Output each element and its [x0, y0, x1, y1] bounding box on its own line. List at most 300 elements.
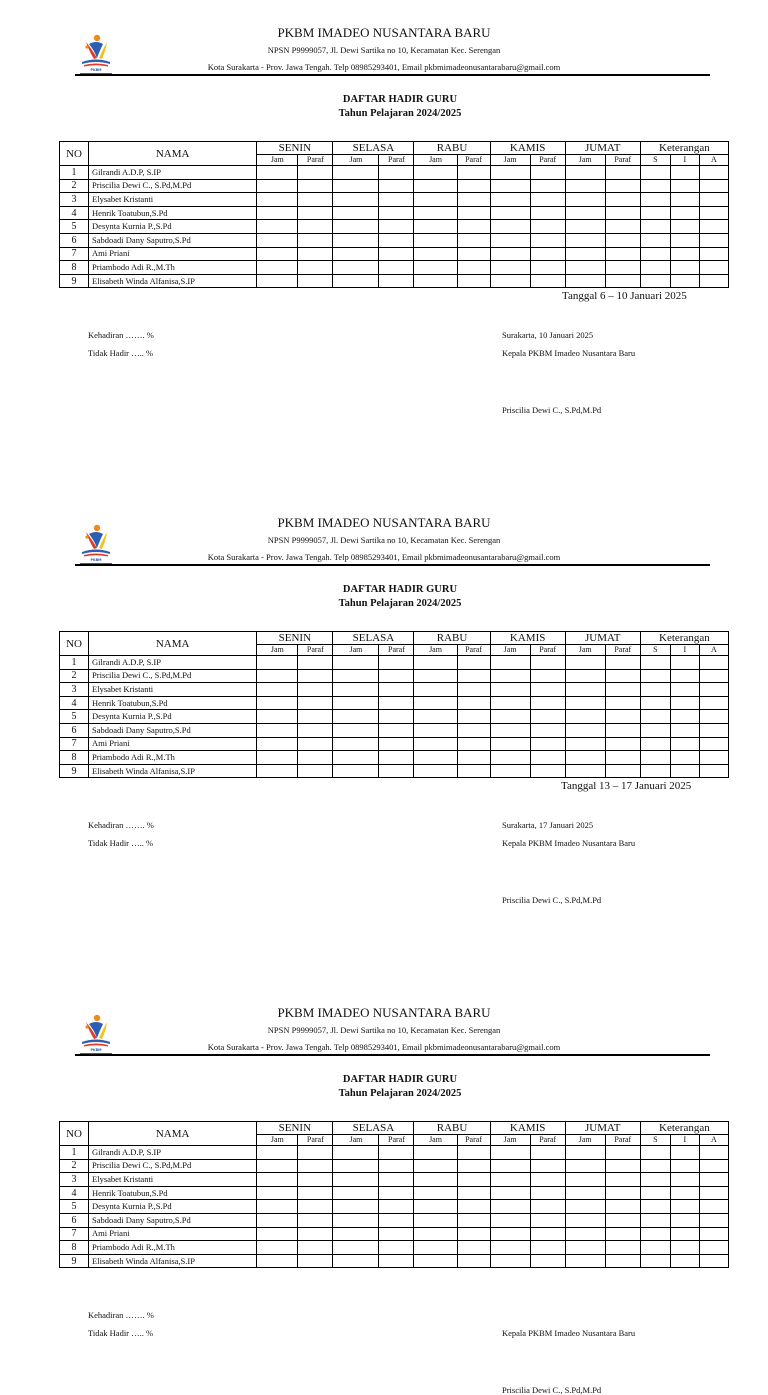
attendance-cell	[640, 247, 670, 261]
attendance-cell	[457, 1146, 490, 1160]
attendance-cell	[530, 1227, 565, 1241]
attendance-cell	[565, 710, 605, 724]
attendance-cell	[640, 1254, 670, 1268]
attendance-cell	[640, 1173, 670, 1187]
attendance-cell	[298, 656, 333, 670]
attendance-cell	[257, 656, 298, 670]
attendance-cell	[605, 220, 640, 234]
attendance-cell	[605, 669, 640, 683]
attendance-cell	[670, 1200, 699, 1214]
attendance-cell	[699, 751, 728, 765]
table-row	[60, 1213, 729, 1227]
attendance-cell	[490, 193, 530, 207]
row-number: 3	[60, 193, 89, 207]
attendance-cell	[298, 247, 333, 261]
table-row	[60, 1186, 729, 1200]
sub-header-time: Jam	[565, 155, 605, 166]
attendance-cell	[605, 764, 640, 778]
attendance-cell	[640, 1227, 670, 1241]
attendance-cell	[333, 1227, 379, 1241]
attendance-cell	[605, 683, 640, 697]
attendance-cell	[379, 261, 414, 275]
attendance-cell	[333, 683, 379, 697]
document-title: DAFTAR HADIR GURU	[342, 1074, 458, 1085]
attendance-cell	[565, 669, 605, 683]
attendance-cell	[605, 166, 640, 180]
attendance-cell	[457, 274, 490, 288]
sub-header-sign: Paraf	[605, 155, 640, 166]
sub-header-time: Jam	[414, 1135, 457, 1146]
table-row	[60, 1254, 729, 1268]
attendance-cell	[490, 247, 530, 261]
attendance-cell	[699, 669, 728, 683]
attendance-cell	[414, 179, 457, 193]
school-npsn-address: NPSN P9999057, Jl. Dewi Sartika no 10, Kecamatan Kec. Serengan	[267, 1025, 501, 1035]
teacher-name: Sabdoadi Dany Saputro,S.Pd	[89, 1213, 257, 1227]
attendance-cell	[670, 696, 699, 710]
document-title: DAFTAR HADIR GURU	[342, 94, 458, 105]
attendance-cell	[699, 737, 728, 751]
attendance-cell	[670, 1186, 699, 1200]
col-header-day: JUMAT	[565, 1122, 640, 1135]
row-number: 2	[60, 179, 89, 193]
col-header-day: SENIN	[257, 142, 333, 155]
attendance-cell	[257, 669, 298, 683]
attendance-cell	[333, 247, 379, 261]
sub-header-note: I	[670, 1135, 699, 1146]
attendance-cell	[414, 1241, 457, 1255]
attendance-cell	[605, 274, 640, 288]
svg-text:PKBM: PKBM	[90, 1048, 102, 1052]
attendance-cell	[699, 710, 728, 724]
attendance-cell	[379, 193, 414, 207]
col-header-no: NO	[60, 632, 89, 656]
attendance-cell	[670, 723, 699, 737]
place-date: Surakarta, 10 Januari 2025	[502, 330, 594, 340]
attendance-cell	[605, 710, 640, 724]
attendance-cell	[605, 179, 640, 193]
attendance-cell	[414, 193, 457, 207]
attendance-cell	[257, 1213, 298, 1227]
attendance-cell	[699, 683, 728, 697]
attendance-cell	[605, 247, 640, 261]
attendance-cell	[565, 206, 605, 220]
attendance-cell	[490, 233, 530, 247]
attendance-cell	[530, 1186, 565, 1200]
attendance-cell	[379, 1213, 414, 1227]
attendance-cell	[257, 166, 298, 180]
teacher-name: Priscilia Dewi C., S.Pd,M.Pd	[89, 1159, 257, 1173]
attendance-cell	[257, 710, 298, 724]
attendance-cell	[605, 193, 640, 207]
document-year: Tahun Pelajaran 2024/2025	[338, 108, 462, 119]
attendance-cell	[333, 737, 379, 751]
attendance-cell	[640, 1159, 670, 1173]
row-number: 2	[60, 669, 89, 683]
attendance-cell	[298, 193, 333, 207]
attendance-cell	[670, 683, 699, 697]
attendance-cell	[414, 1146, 457, 1160]
attendance-cell	[670, 220, 699, 234]
attendance-cell	[257, 179, 298, 193]
attendance-cell	[640, 1213, 670, 1227]
attendance-cell	[605, 1200, 640, 1214]
attendance-cell	[379, 683, 414, 697]
attendance-cell	[490, 737, 530, 751]
attendance-cell	[257, 220, 298, 234]
attendance-cell	[379, 1241, 414, 1255]
attendance-cell	[490, 1200, 530, 1214]
attendance-cell	[257, 206, 298, 220]
row-number: 7	[60, 1227, 89, 1241]
attendance-cell	[565, 751, 605, 765]
sub-header-time: Jam	[257, 1135, 298, 1146]
attendance-cell	[457, 669, 490, 683]
attendance-cell	[699, 1186, 728, 1200]
attendance-cell	[379, 233, 414, 247]
attendance-cell	[490, 710, 530, 724]
attendance-cell	[257, 274, 298, 288]
attendance-cell	[699, 206, 728, 220]
attendance-cell	[605, 1213, 640, 1227]
table-row	[60, 206, 729, 220]
attendance-cell	[565, 1254, 605, 1268]
school-contact: Kota Surakarta - Prov. Jawa Tengah. Telp 08985293401, Email pkbmimadeonusantarabaru@gmail.com	[207, 62, 561, 72]
attendance-cell	[490, 751, 530, 765]
attendance-cell	[640, 193, 670, 207]
attendance-cell	[298, 751, 333, 765]
attendance-cell	[605, 1159, 640, 1173]
attendance-cell	[640, 179, 670, 193]
attendance-cell	[379, 1146, 414, 1160]
table-row	[60, 247, 729, 261]
sub-header-note: I	[670, 155, 699, 166]
attendance-cell	[670, 193, 699, 207]
document-year: Tahun Pelajaran 2024/2025	[338, 1088, 462, 1099]
sub-header-sign: Paraf	[457, 645, 490, 656]
attendance-cell	[565, 233, 605, 247]
sub-header-note: S	[640, 645, 670, 656]
attendance-cell	[490, 669, 530, 683]
attendance-cell	[257, 1254, 298, 1268]
attendance-cell	[490, 1146, 530, 1160]
attendance-cell	[670, 247, 699, 261]
attendance-cell	[670, 669, 699, 683]
attendance-cell	[298, 220, 333, 234]
sub-header-note: A	[699, 155, 728, 166]
table-row	[60, 1200, 729, 1214]
attendance-cell	[457, 1200, 490, 1214]
attendance-cell	[670, 751, 699, 765]
attendance-cell	[379, 764, 414, 778]
attendance-cell	[670, 233, 699, 247]
teacher-name: Priambodo Adi R.,M.Th	[89, 751, 257, 765]
attendance-cell	[640, 656, 670, 670]
row-number: 6	[60, 1213, 89, 1227]
attendance-cell	[457, 723, 490, 737]
school-name: PKBM IMADEO NUSANTARA BARU	[277, 515, 491, 530]
col-header-name: NAMA	[89, 1122, 257, 1146]
table-row	[60, 656, 729, 670]
attendance-cell	[565, 696, 605, 710]
attendance-cell	[333, 193, 379, 207]
attendance-cell	[565, 723, 605, 737]
row-number: 3	[60, 1173, 89, 1187]
sub-header-time: Jam	[414, 645, 457, 656]
sub-header-sign: Paraf	[379, 1135, 414, 1146]
attendance-cell	[565, 1200, 605, 1214]
attendance-table	[59, 631, 729, 778]
teacher-name: Ami Priani	[89, 247, 257, 261]
sub-header-note: I	[670, 645, 699, 656]
attendance-cell	[298, 1227, 333, 1241]
teacher-name: Priscilia Dewi C., S.Pd,M.Pd	[89, 669, 257, 683]
attendance-cell	[257, 1186, 298, 1200]
attendance-cell	[457, 696, 490, 710]
row-number: 4	[60, 696, 89, 710]
attendance-cell	[257, 723, 298, 737]
attendance-cell	[457, 193, 490, 207]
attendance-cell	[530, 1173, 565, 1187]
row-number: 5	[60, 1200, 89, 1214]
row-number: 8	[60, 1241, 89, 1255]
attendance-cell	[414, 166, 457, 180]
attendance-cell	[670, 1146, 699, 1160]
col-header-notes: Keterangan	[640, 1122, 728, 1135]
attendance-cell	[699, 261, 728, 275]
attendance-cell	[379, 166, 414, 180]
attendance-cell	[333, 764, 379, 778]
row-number: 5	[60, 220, 89, 234]
attendance-cell	[490, 1213, 530, 1227]
attendance-cell	[379, 710, 414, 724]
absent-percentage: Tidak Hadir ….. %	[88, 1328, 154, 1338]
attendance-cell	[530, 737, 565, 751]
attendance-cell	[257, 737, 298, 751]
attendance-cell	[605, 1254, 640, 1268]
signer-role: Kepala PKBM Imadeo Nusantara Baru	[502, 1328, 636, 1338]
attendance-cell	[333, 1173, 379, 1187]
attendance-cell	[670, 1241, 699, 1255]
attendance-cell	[699, 1227, 728, 1241]
attendance-cell	[457, 710, 490, 724]
attendance-cell	[565, 166, 605, 180]
present-percentage: Kehadiran ……. %	[88, 1310, 154, 1320]
attendance-cell	[699, 696, 728, 710]
sub-header-sign: Paraf	[298, 1135, 333, 1146]
attendance-cell	[414, 247, 457, 261]
sub-header-note: S	[640, 1135, 670, 1146]
sub-header-sign: Paraf	[530, 645, 565, 656]
present-percentage: Kehadiran ……. %	[88, 330, 154, 340]
attendance-cell	[379, 723, 414, 737]
attendance-cell	[298, 166, 333, 180]
col-header-no: NO	[60, 142, 89, 166]
attendance-cell	[670, 656, 699, 670]
attendance-cell	[457, 656, 490, 670]
row-number: 5	[60, 710, 89, 724]
attendance-cell	[333, 656, 379, 670]
attendance-cell	[530, 166, 565, 180]
attendance-cell	[490, 1241, 530, 1255]
attendance-cell	[257, 751, 298, 765]
attendance-cell	[699, 1241, 728, 1255]
teacher-name: Gilrandi A.D.P, S.IP	[89, 1146, 257, 1160]
sub-header-time: Jam	[490, 645, 530, 656]
table-row	[60, 696, 729, 710]
attendance-cell	[379, 669, 414, 683]
attendance-cell	[490, 683, 530, 697]
attendance-cell	[490, 764, 530, 778]
attendance-cell	[670, 737, 699, 751]
attendance-cell	[670, 206, 699, 220]
table-row	[60, 166, 729, 180]
attendance-cell	[530, 710, 565, 724]
table-row	[60, 764, 729, 778]
attendance-cell	[530, 683, 565, 697]
attendance-cell	[670, 710, 699, 724]
attendance-cell	[670, 179, 699, 193]
attendance-cell	[379, 1173, 414, 1187]
attendance-cell	[670, 166, 699, 180]
attendance-cell	[670, 764, 699, 778]
attendance-cell	[640, 261, 670, 275]
col-header-day: KAMIS	[490, 632, 565, 645]
table-row	[60, 220, 729, 234]
attendance-cell	[605, 233, 640, 247]
attendance-cell	[457, 261, 490, 275]
col-header-notes: Keterangan	[640, 142, 728, 155]
attendance-cell	[414, 233, 457, 247]
attendance-cell	[699, 656, 728, 670]
attendance-cell	[565, 764, 605, 778]
attendance-cell	[699, 1159, 728, 1173]
row-number: 2	[60, 1159, 89, 1173]
attendance-cell	[298, 274, 333, 288]
signer-name: Priscilia Dewi C., S.Pd,M.Pd	[502, 1385, 602, 1395]
table-row	[60, 1146, 729, 1160]
attendance-cell	[379, 751, 414, 765]
attendance-cell	[605, 737, 640, 751]
attendance-table	[59, 1121, 729, 1268]
table-row	[60, 1241, 729, 1255]
attendance-cell	[333, 274, 379, 288]
teacher-name: Elisabeth Winda Alfanisa,S.IP	[89, 274, 257, 288]
attendance-cell	[457, 233, 490, 247]
attendance-cell	[298, 233, 333, 247]
attendance-cell	[457, 683, 490, 697]
attendance-cell	[490, 206, 530, 220]
attendance-cell	[640, 274, 670, 288]
attendance-cell	[605, 206, 640, 220]
attendance-cell	[298, 206, 333, 220]
row-number: 9	[60, 1254, 89, 1268]
row-number: 3	[60, 683, 89, 697]
teacher-name: Henrik Toatubun,S.Pd	[89, 696, 257, 710]
header-divider	[75, 74, 710, 76]
attendance-cell	[640, 220, 670, 234]
header-divider	[75, 564, 710, 566]
attendance-cell	[414, 274, 457, 288]
attendance-cell	[605, 723, 640, 737]
attendance-cell	[257, 1159, 298, 1173]
teacher-name: Elisabeth Winda Alfanisa,S.IP	[89, 1254, 257, 1268]
row-number: 1	[60, 166, 89, 180]
school-contact: Kota Surakarta - Prov. Jawa Tengah. Telp 08985293401, Email pkbmimadeonusantarabaru@gmail.com	[207, 1042, 561, 1052]
attendance-cell	[333, 1254, 379, 1268]
sub-header-sign: Paraf	[379, 645, 414, 656]
teacher-name: Ami Priani	[89, 737, 257, 751]
attendance-cell	[333, 710, 379, 724]
attendance-cell	[530, 220, 565, 234]
row-number: 9	[60, 274, 89, 288]
row-number: 4	[60, 1186, 89, 1200]
attendance-cell	[457, 1254, 490, 1268]
teacher-name: Elysabet Kristanti	[89, 193, 257, 207]
attendance-cell	[605, 1146, 640, 1160]
table-row	[60, 193, 729, 207]
teacher-name: Elysabet Kristanti	[89, 1173, 257, 1187]
attendance-cell	[699, 764, 728, 778]
attendance-cell	[298, 737, 333, 751]
attendance-cell	[257, 1227, 298, 1241]
attendance-cell	[699, 274, 728, 288]
attendance-cell	[333, 669, 379, 683]
attendance-cell	[379, 274, 414, 288]
attendance-cell	[605, 1227, 640, 1241]
attendance-cell	[640, 764, 670, 778]
attendance-cell	[457, 179, 490, 193]
attendance-cell	[490, 179, 530, 193]
attendance-cell	[333, 1200, 379, 1214]
attendance-cell	[379, 247, 414, 261]
sub-header-sign: Paraf	[530, 155, 565, 166]
attendance-cell	[670, 1254, 699, 1268]
attendance-cell	[333, 179, 379, 193]
attendance-cell	[379, 1227, 414, 1241]
signer-role: Kepala PKBM Imadeo Nusantara Baru	[502, 838, 636, 848]
attendance-cell	[257, 1173, 298, 1187]
attendance-cell	[414, 1173, 457, 1187]
attendance-cell	[699, 233, 728, 247]
attendance-cell	[530, 1159, 565, 1173]
attendance-cell	[414, 1254, 457, 1268]
sub-header-time: Jam	[333, 645, 379, 656]
attendance-cell	[379, 1186, 414, 1200]
col-header-name: NAMA	[89, 142, 257, 166]
attendance-cell	[699, 1146, 728, 1160]
sub-header-time: Jam	[257, 155, 298, 166]
attendance-cell	[565, 261, 605, 275]
teacher-name: Priambodo Adi R.,M.Th	[89, 1241, 257, 1255]
sub-header-sign: Paraf	[605, 1135, 640, 1146]
attendance-cell	[333, 1241, 379, 1255]
attendance-cell	[640, 233, 670, 247]
attendance-cell	[530, 274, 565, 288]
attendance-cell	[298, 764, 333, 778]
attendance-cell	[530, 233, 565, 247]
attendance-cell	[257, 683, 298, 697]
attendance-cell	[257, 247, 298, 261]
attendance-cell	[699, 1200, 728, 1214]
sub-header-sign: Paraf	[379, 155, 414, 166]
attendance-cell	[565, 1241, 605, 1255]
attendance-cell	[565, 1159, 605, 1173]
attendance-cell	[457, 206, 490, 220]
attendance-cell	[530, 656, 565, 670]
sub-header-time: Jam	[414, 155, 457, 166]
teacher-name: Priambodo Adi R.,M.Th	[89, 261, 257, 275]
